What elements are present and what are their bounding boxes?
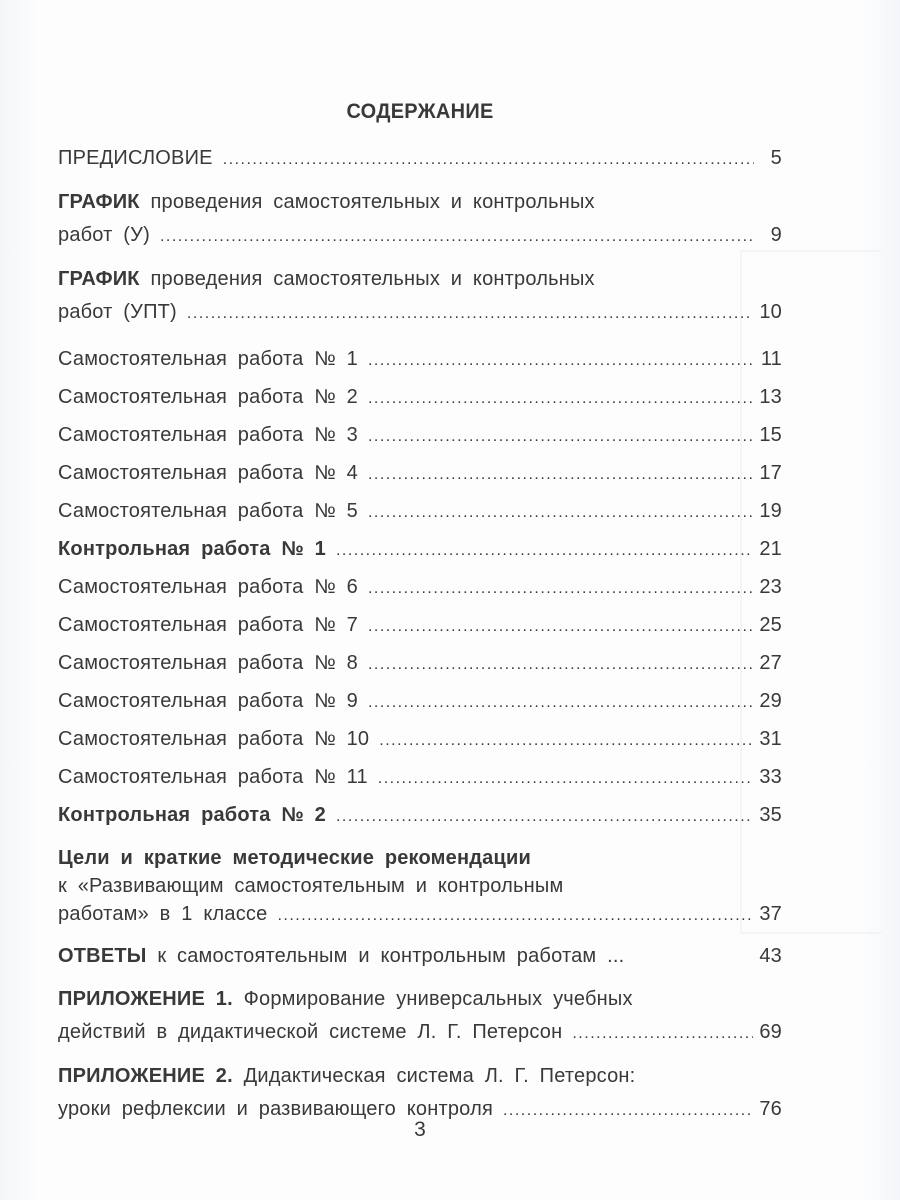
entry-title-line-1: проведения самостоятельных и контрольных (150, 191, 595, 213)
entry-bold-prefix: ГРАФИК (58, 268, 140, 290)
toc-entry-sr-1[interactable] (58, 340, 782, 378)
page-number: 27 (759, 652, 782, 674)
dot-leader (378, 760, 754, 798)
page-number: 76 (759, 1098, 782, 1120)
toc-entry-answers[interactable] (58, 940, 782, 973)
page-number: 9 (770, 224, 782, 246)
dot-leader (368, 570, 753, 608)
page-number: 25 (759, 614, 782, 636)
toc-entry-sr-11[interactable] (58, 758, 782, 796)
page-number: 17 (759, 462, 782, 484)
entry-title-line-2: действий в дидактической системе Л. Г. Петерсон (58, 1021, 563, 1043)
entry-title: Самостоятельная работа № 7 (58, 614, 358, 636)
dot-leader (368, 684, 753, 722)
entry-bold-prefix: ПРИЛОЖЕНИЕ 1. (58, 988, 233, 1010)
toc-entry-sr-8[interactable] (58, 644, 782, 682)
page-number: 21 (759, 538, 782, 560)
page-number: 37 (759, 903, 782, 925)
entry-bold-prefix: ПРИЛОЖЕНИЕ 2. (58, 1065, 233, 1087)
page-number: 31 (759, 728, 782, 750)
page-number: 29 (759, 690, 782, 712)
page-number: 5 (770, 147, 782, 169)
page-number: 33 (759, 766, 782, 788)
entry-title-line-1: к «Развивающим самостоятельным и контрольным (58, 875, 564, 897)
entry-title-line-2: работам» в 1 классе (58, 903, 268, 925)
page-number: 13 (759, 386, 782, 408)
toc-entry-kr-1[interactable] (58, 530, 782, 568)
dot-leader (187, 297, 753, 330)
entry-title: к самостоятельным и контрольным работам ... (157, 945, 625, 967)
table-of-contents (58, 100, 782, 1127)
dot-leader (368, 646, 753, 684)
dot-leader (368, 494, 753, 532)
toc-entry-sr-2[interactable] (58, 378, 782, 416)
page-number: 23 (759, 576, 782, 598)
toc-entry-preface[interactable] (58, 142, 782, 176)
page-number: 43 (759, 945, 782, 967)
dot-leader (160, 220, 754, 253)
toc-entry-kr-2[interactable] (58, 796, 782, 834)
entry-title-line-2: работ (УПТ) (58, 301, 177, 323)
entry-title-line-2: работ (У) (58, 224, 150, 246)
entry-title: Контрольная работа № 2 (58, 804, 326, 826)
entry-title: Самостоятельная работа № 2 (58, 386, 358, 408)
dot-leader (277, 902, 753, 930)
entry-title-line-1: Дидактическая система Л. Г. Петерсон: (243, 1065, 636, 1087)
entry-title: Контрольная работа № 1 (58, 538, 326, 560)
toc-entry-sr-7[interactable] (58, 606, 782, 644)
entry-title: Самостоятельная работа № 8 (58, 652, 358, 674)
entry-title: Самостоятельная работа № 9 (58, 690, 358, 712)
toc-entry-schedule-upt[interactable] (58, 263, 782, 330)
toc-entry-sr-10[interactable] (58, 720, 782, 758)
dot-leader (336, 798, 753, 836)
entry-bold-prefix: Цели и краткие методические рекомендации (58, 847, 531, 869)
dot-leader (368, 342, 754, 380)
entry-title: Самостоятельная работа № 11 (58, 766, 368, 788)
entry-title: Самостоятельная работа № 4 (58, 462, 358, 484)
toc-entry-sr-5[interactable] (58, 492, 782, 530)
dot-leader (572, 1017, 753, 1050)
page-title: СОДЕРЖАНИЕ (346, 100, 494, 123)
dot-leader (368, 456, 753, 494)
toc-entry-sr-4[interactable] (58, 454, 782, 492)
entry-bold-prefix: ГРАФИК (58, 191, 140, 213)
entry-title: Самостоятельная работа № 3 (58, 424, 358, 446)
entry-title-line-1: проведения самостоятельных и контрольных (150, 268, 595, 290)
page-number: 35 (759, 804, 782, 826)
dot-leader (336, 532, 753, 570)
toc-entry-appendix-2[interactable] (58, 1060, 782, 1127)
page-number: 10 (759, 301, 782, 323)
page-number: 69 (759, 1021, 782, 1043)
toc-entry-appendix-1[interactable] (58, 983, 782, 1050)
entry-title: ПРЕДИСЛОВИЕ (58, 147, 213, 169)
entry-title: Самостоятельная работа № 1 (58, 348, 358, 370)
entry-title: Самостоятельная работа № 6 (58, 576, 358, 598)
dot-leader (368, 418, 753, 456)
dot-leader (379, 722, 753, 760)
dot-leader (368, 380, 753, 418)
dot-leader (368, 608, 753, 646)
toc-entry-sr-3[interactable] (58, 416, 782, 454)
dot-leader (223, 143, 754, 176)
toc-entry-schedule-u[interactable] (58, 186, 782, 253)
entry-title: Самостоятельная работа № 5 (58, 500, 358, 522)
toc-entry-sr-6[interactable] (58, 568, 782, 606)
page-number: 19 (759, 500, 782, 522)
toc-entry-goals[interactable] (58, 844, 782, 930)
entry-bold-prefix: ОТВЕТЫ (58, 945, 147, 967)
page-number: 11 (760, 348, 782, 370)
toc-entry-sr-9[interactable] (58, 682, 782, 720)
page-number-footer: 3 (414, 1118, 426, 1141)
entry-title-line-2: уроки рефлексии и развивающего контроля (58, 1098, 493, 1120)
page-number: 15 (759, 424, 782, 446)
entry-title: Самостоятельная работа № 10 (58, 728, 370, 750)
entry-title-line-1: Формирование универсальных учебных (243, 988, 633, 1010)
